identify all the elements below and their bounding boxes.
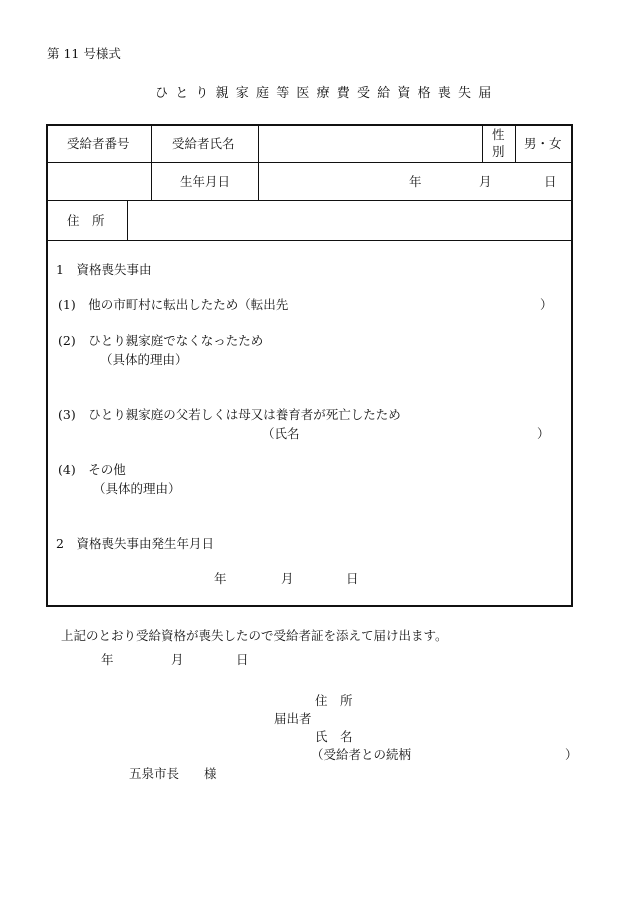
form-number: 第 11 号様式 (47, 46, 121, 61)
birth-month-label: 月 (479, 174, 492, 189)
address-field[interactable] (131, 204, 568, 236)
submit-year-label: 年 (101, 652, 114, 667)
col-divider-address (127, 200, 128, 240)
sex-options[interactable]: 男・女 (524, 136, 562, 151)
birthdate-field[interactable] (262, 166, 568, 196)
col-divider-4 (515, 124, 516, 162)
submit-day-label: 日 (236, 652, 249, 667)
recipient-name-label: 受給者氏名 (172, 136, 235, 151)
applicant-address-label: 住 所 (315, 693, 353, 708)
submit-month-label: 月 (171, 652, 184, 667)
reason-4[interactable]: (4) その他 (58, 462, 126, 477)
loss-year-label: 年 (214, 571, 227, 586)
row-divider-3 (46, 240, 573, 241)
recipient-number-label: 受給者番号 (67, 136, 130, 151)
reason-3[interactable]: (3) ひとり親家庭の父若しくは母又は養育者が死亡したため (58, 407, 401, 422)
birthdate-label: 生年月日 (180, 174, 231, 189)
birth-day-label: 日 (544, 174, 557, 189)
declaration-text: 上記のとおり受給資格が喪失したので受給者証を添えて届け出ます。 (61, 628, 448, 643)
reason-2-detail-label: （具体的理由） (100, 352, 188, 367)
relation-close: ） (565, 747, 578, 762)
section2-heading: 2 資格喪失事由発生年月日 (56, 536, 214, 551)
recipient-name-field[interactable] (262, 128, 478, 158)
reason-3-name-label: （氏名 (262, 426, 300, 441)
col-divider-2 (258, 124, 259, 200)
reason-1-close: ） (540, 297, 553, 312)
recipient-number-field[interactable] (50, 166, 147, 196)
col-divider-3 (482, 124, 483, 162)
section1-heading: 1 資格喪失事由 (56, 262, 152, 277)
form-title: ひとり親家庭等医療費受給資格喪失届 (155, 86, 499, 101)
reason-2[interactable]: (2) ひとり親家庭でなくなったため (58, 333, 264, 348)
row-divider-1 (46, 162, 573, 163)
sex-label-bottom: 別 (492, 144, 505, 159)
sex-label-top: 性 (492, 127, 505, 142)
reason-1[interactable]: (1) 他の市町村に転出したため（転出先 (58, 297, 289, 312)
applicant-name-label: 氏 名 (315, 729, 353, 744)
loss-date-field[interactable] (150, 565, 370, 591)
address-label: 住 所 (67, 213, 105, 228)
addressee: 五泉市長 様 (129, 766, 217, 781)
loss-month-label: 月 (281, 571, 294, 586)
applicant-label: 届出者 (274, 711, 312, 726)
birth-year-label: 年 (409, 174, 422, 189)
reason-4-detail-label: （具体的理由） (93, 481, 181, 496)
loss-day-label: 日 (346, 571, 359, 586)
row-divider-2 (46, 200, 573, 201)
col-divider-1 (151, 124, 152, 200)
reason-3-close: ） (537, 426, 550, 441)
relation-label: （受給者との続柄 (311, 747, 412, 762)
